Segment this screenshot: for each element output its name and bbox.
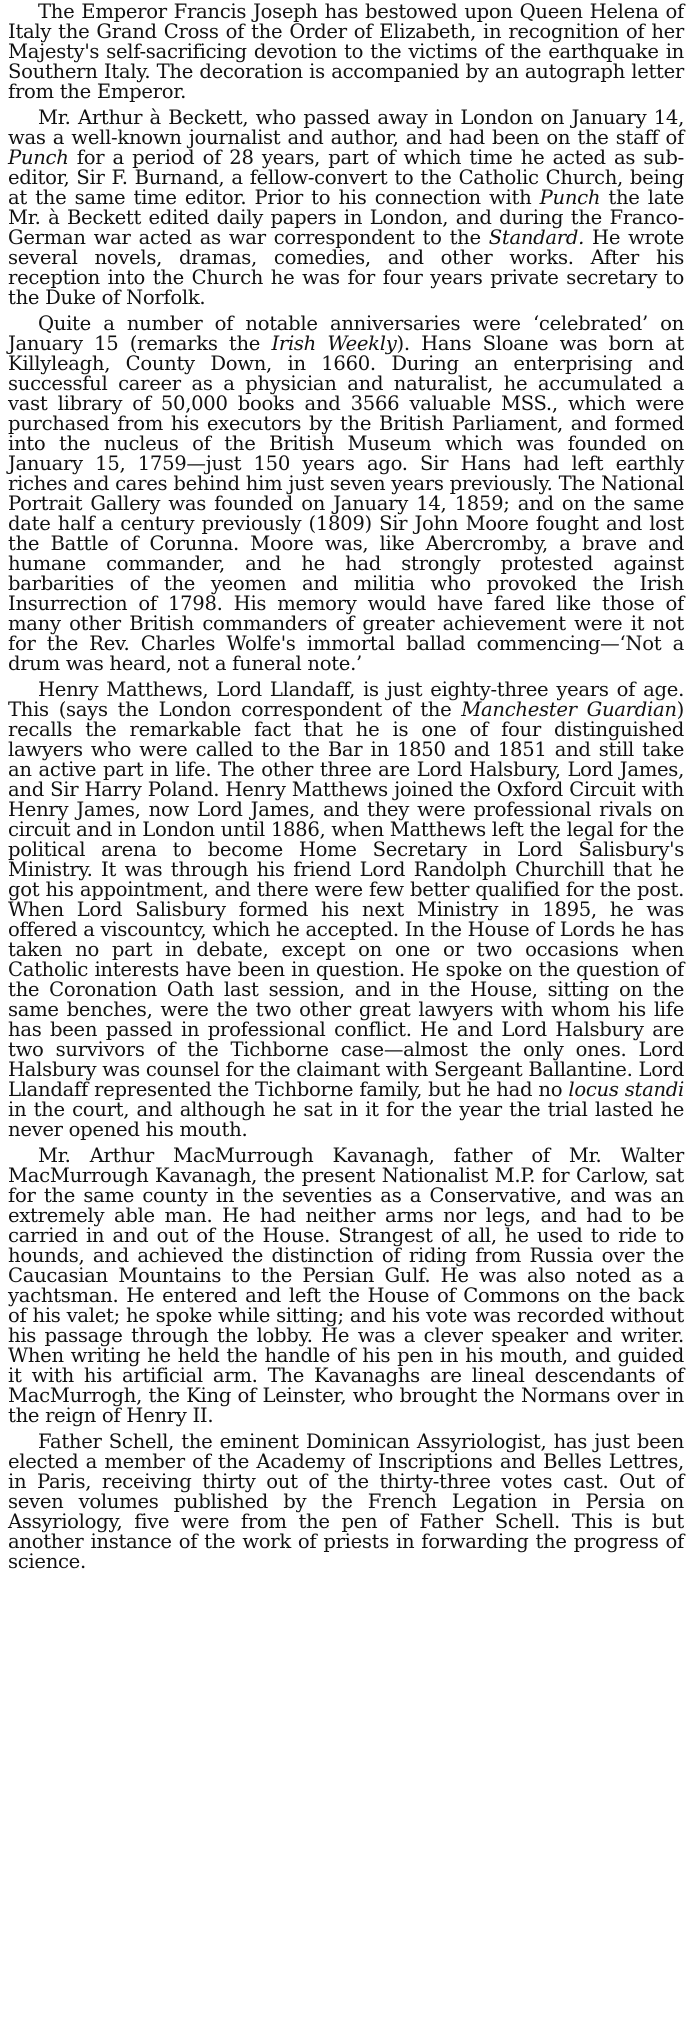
italic-text: locus standi bbox=[568, 1078, 684, 1101]
paragraph-a-beckett bbox=[8, 108, 684, 308]
paragraph-father-schell bbox=[8, 1432, 684, 1572]
paragraph-text: ) recalls the remarkable fact that he is one of four distinguished lawyers who were called to the Bar in 1850 and 1851 and still take an active part in life. The other three are Lord Halsbury, Lord James, and Sir Harry Poland. Henry Matthews joined the Oxford Circuit with Henry James, now Lord James, and they were professional rivals on circuit and in London until 1886, when Matthews left the legal for the political arena to become Home Secretary in Lord Salisbury's Ministry. It was through his friend Lord Randolph Churchill that he got his appointment, and there were few better qualified for the post. When Lord Salisbury formed his next Ministry in 1895, he was offered a viscountcy, which he accepted. In the House of Lords he has taken no part in debate, except on one or two occasions when Catholic interests have been in question. He spoke on the question of the Coronation Oath last session, and in the House, sitting on the same benches, were the two other great lawyers with whom his life has been passed in professional conflict. He and Lord Halsbury are two survivors of the Tichborne case—almost the only ones. Lord Halsbury was counsel for the claimant with Sergeant Ballantine. Lord Llandaff represented the Tichborne family, but he had no bbox=[8, 698, 685, 1101]
italic-text: Manchester Guardian bbox=[461, 698, 677, 721]
paragraph-kavanagh bbox=[8, 1146, 684, 1426]
paragraph-text: The Emperor Francis Joseph has bestowed upon Queen Helena of Italy the Grand Cross of the Order of Elizabeth, in recognition of her Majesty's self-sacrificing devotion to the victims of the earthquake in Southern Italy. The decoration is accompanied by an autograph letter from the Emperor. bbox=[8, 0, 684, 103]
paragraph-text: Mr. Arthur MacMurrough Kavanagh, father of Mr. Walter MacMurrough Kavanagh, the present Nationalist M.P. for Carlow, sat for the same county in the seventies as a Conservative, and was an extremely able man. He had neither arms nor legs, and had to be carried in and out of the House. Strangest of all, he used to ride to hounds, and achieved the distinction of riding from Russia over the Caucasian Mountains to the Persian Gulf. He was also noted as a yachtsman. He entered and left the House of Commons on the back of his valet; he spoke while sitting; and his vote was recorded without his passage through the lobby. He was a clever speaker and writer. When writing he held the handle of his pen in his mouth, and guided it with his artificial arm. The Kavanaghs are lineal descendants of MacMurrogh, the King of Leinster, who brought the Normans over in the reign of Henry II. bbox=[8, 1144, 684, 1427]
italic-text: Punch bbox=[539, 186, 601, 209]
paragraph-text: ). Hans Sloane was born at Killyleagh, County Down, in 1660. During an enterprising and successful career as a physician and naturalist, he accumulated a vast library of 50,000 books and 3566 valuable MSS., which were purchased from his executors by the British Parliament, and formed into the nucleus of the British Museum which was founded on January 15, 1759—just 150 years ago. Sir Hans had left earthly riches and cares behind him just seven years previously. The National Portrait Gallery was founded on January 14, 1859; and on the same date half a century previously (1809) Sir John Moore fought and lost the Battle of Corunna. Moore was, like Abercromby, a brave and humane commander, and he had strongly protested against barbarities of the yeomen and militia who provoked the Irish Insurrection of 1798. His memory would have fared like those of many other British commanders of greater achievement were it not for the Rev. Charles Wolfe's immortal ballad commencing—‘Not a drum was heard, not a funeral note.’ bbox=[8, 332, 684, 675]
paragraph-text: in the court, and although he sat in it for the year the trial lasted he never opened his mouth. bbox=[8, 1098, 684, 1141]
paragraph-text: the late Mr. à Beckett edited daily papers in London, and during the Franco-German war acted as war correspondent to the bbox=[8, 186, 684, 249]
paragraph-text: Father Schell, the eminent Dominican Assyriologist, has just been elected a member of the Academy of Inscriptions and Belles Lettres, in Paris, receiving thirty out of the thirty-three votes cast. Out of seven volumes published by the French Legation in Persia on Assyriology, five were from the pen of Father Schell. This is but another instance of the work of priests in forwarding the progress of science. bbox=[8, 1430, 684, 1573]
paragraph-lord-llandaff bbox=[8, 680, 684, 1140]
paragraph-text: Henry Matthews, Lord Llandaff, is just eighty-three years of age. This (says the London correspondent of the bbox=[8, 678, 684, 721]
italic-text: Standard. bbox=[488, 226, 585, 249]
newspaper-column bbox=[0, 2, 688, 2026]
italic-text: Irish Weekly bbox=[271, 332, 397, 355]
paragraph-text: for a period of 28 years, part of which time he acted as sub-editor, Sir F. Burnand, a fellow-convert to the Catholic Church, being at the same time editor. Prior to his connection with bbox=[8, 146, 684, 209]
paragraph-text: He wrote several novels, dramas, comedies, and other works. After his reception into the Church he was for four years private secretary to the Duke of Norfolk. bbox=[8, 226, 684, 309]
paragraph-queen-helena bbox=[8, 2, 684, 102]
paragraph-anniversaries bbox=[8, 314, 684, 674]
paragraph-text: Quite a number of notable anniversaries were ‘celebrated’ on January 15 (remarks the bbox=[8, 312, 684, 355]
italic-text: Punch bbox=[8, 146, 69, 169]
paragraph-text: Mr. Arthur à Beckett, who passed away in London on January 14, was a well-known journalist and author, and had been on the staff of bbox=[8, 106, 684, 149]
